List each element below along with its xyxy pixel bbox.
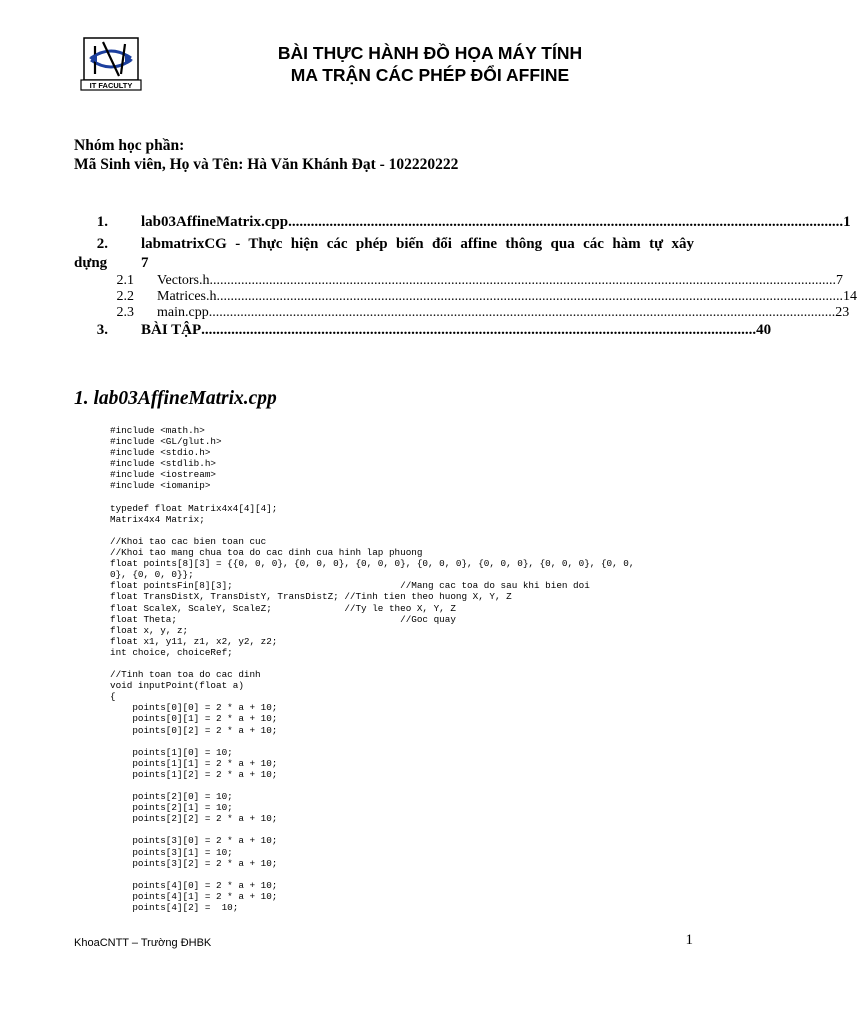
toc-leader: .................................................................................................................................................... <box>201 322 757 338</box>
toc-subitem-page: 14 <box>842 289 857 304</box>
toc-subitem-label: Matrices.h <box>157 289 217 304</box>
toc-item-page: 1 <box>843 214 851 230</box>
toc-item-1[interactable] <box>74 213 851 232</box>
toc-item-page: 7 <box>141 255 149 271</box>
toc-subitem-number: 2.2 <box>116 289 134 304</box>
section-heading: 1. lab03AffineMatrix.cpp <box>74 388 277 409</box>
toc-subitem-number: 2.1 <box>116 273 134 288</box>
group-label: Nhóm học phần: <box>74 137 185 154</box>
toc-subitem-page: 7 <box>836 273 843 288</box>
toc-subitem-label: main.cpp <box>157 305 209 320</box>
table-of-contents <box>74 213 857 340</box>
toc-item-label: lab03AffineMatrix.cpp <box>141 214 289 230</box>
toc-item-label-continued: dựng <box>74 255 108 271</box>
toc-leader: .................................................................................................................................................... <box>288 214 844 230</box>
toc-item-3[interactable] <box>74 321 772 340</box>
toc-leader: ................................................................................................................................................................................... <box>209 273 836 288</box>
code-listing: #include <math.h> #include <GL/glut.h> #include <stdio.h> #include <stdlib.h> #include <iostream> #include <iomanip> typedef float Matrix4x4[4][4]; Matrix4x4 Matrix; //Khoi tao cac bien toan cuc //Khoi tao mang chua toa do cac dinh cua hinh lap phuong float points[8][3] = {{0, 0, 0}, {0, 0, 0}, {0, 0, 0}, {0, 0, 0}, {0, 0, 0}, {0, 0, 0}, {0, 0, 0}, {0, 0, 0}}; float pointsFin[8][3]; //Mang cac toa do sau khi bien doi float TransDistX, TransDistY, TransDistZ; //Tinh tien theo huong X, Y, Z float ScaleX, ScaleY, ScaleZ; //Ty le theo X, Y, Z float Theta; //Goc quay float x, y, z; float x1, y11, z1, x2, y2, z2; int choice, choiceRef; //Tinh toan toa do cac dinh void inputPoint(float a) { points[0][0] = 2 * a + 10; points[0][1] = 2 * a + 10; points[0][2] = 2 * a + 10; points[1][0] = 10; points[1][1] = 2 * a + 10; points[1][2] = 2 * a + 10; points[2][0] = 10; points[2][1] = 10; points[2][2] = 2 * a + 10; points[3][0] = 2 * a + 10; points[3][1] = 10; points[3][2] = 2 * a + 10; points[4][0] = 2 * a + 10; points[4][1] = 2 * a + 10; points[4][2] = 10; <box>110 425 635 914</box>
title-line-1: BÀI THỰC HÀNH ĐỒ HỌA MÁY TÍNH <box>277 43 583 63</box>
document-title <box>170 42 690 86</box>
footer-institution: KhoaCNTT – Trường ĐHBK <box>74 937 212 949</box>
toc-subitem[interactable] <box>74 305 850 321</box>
toc-item-number: 2. <box>96 236 108 252</box>
student-info <box>74 136 458 174</box>
toc-leader: ................................................................................................................................................................................... <box>216 289 843 304</box>
toc-item-page: 40 <box>756 322 772 338</box>
toc-item-label: BÀI TẬP <box>141 322 202 338</box>
student-line: Mã Sinh viên, Họ và Tên: Hà Văn Khánh Đạt - 102220222 <box>74 156 459 173</box>
logo-text: IT FACULTY <box>89 81 133 90</box>
toc-item-label: labmatrixCG - Thực hiện các phép biến đổi affine thông qua các hàm tự xây <box>141 236 694 252</box>
title-line-2: MA TRẬN CÁC PHÉP ĐỔI AFFINE <box>290 65 570 85</box>
toc-item-number: 1. <box>96 214 108 230</box>
toc-leader: ................................................................................................................................................................................... <box>208 305 836 320</box>
toc-subitem[interactable] <box>74 273 843 289</box>
toc-item-2[interactable] <box>74 235 694 273</box>
toc-subitem-page: 23 <box>835 305 850 320</box>
toc-subitem-number: 2.3 <box>116 305 134 320</box>
toc-item-number: 3. <box>96 322 108 338</box>
footer-page-number: 1 <box>685 932 693 948</box>
toc-subitem[interactable] <box>74 289 857 305</box>
toc-subitem-label: Vectors.h <box>157 273 210 288</box>
faculty-logo <box>81 36 141 90</box>
